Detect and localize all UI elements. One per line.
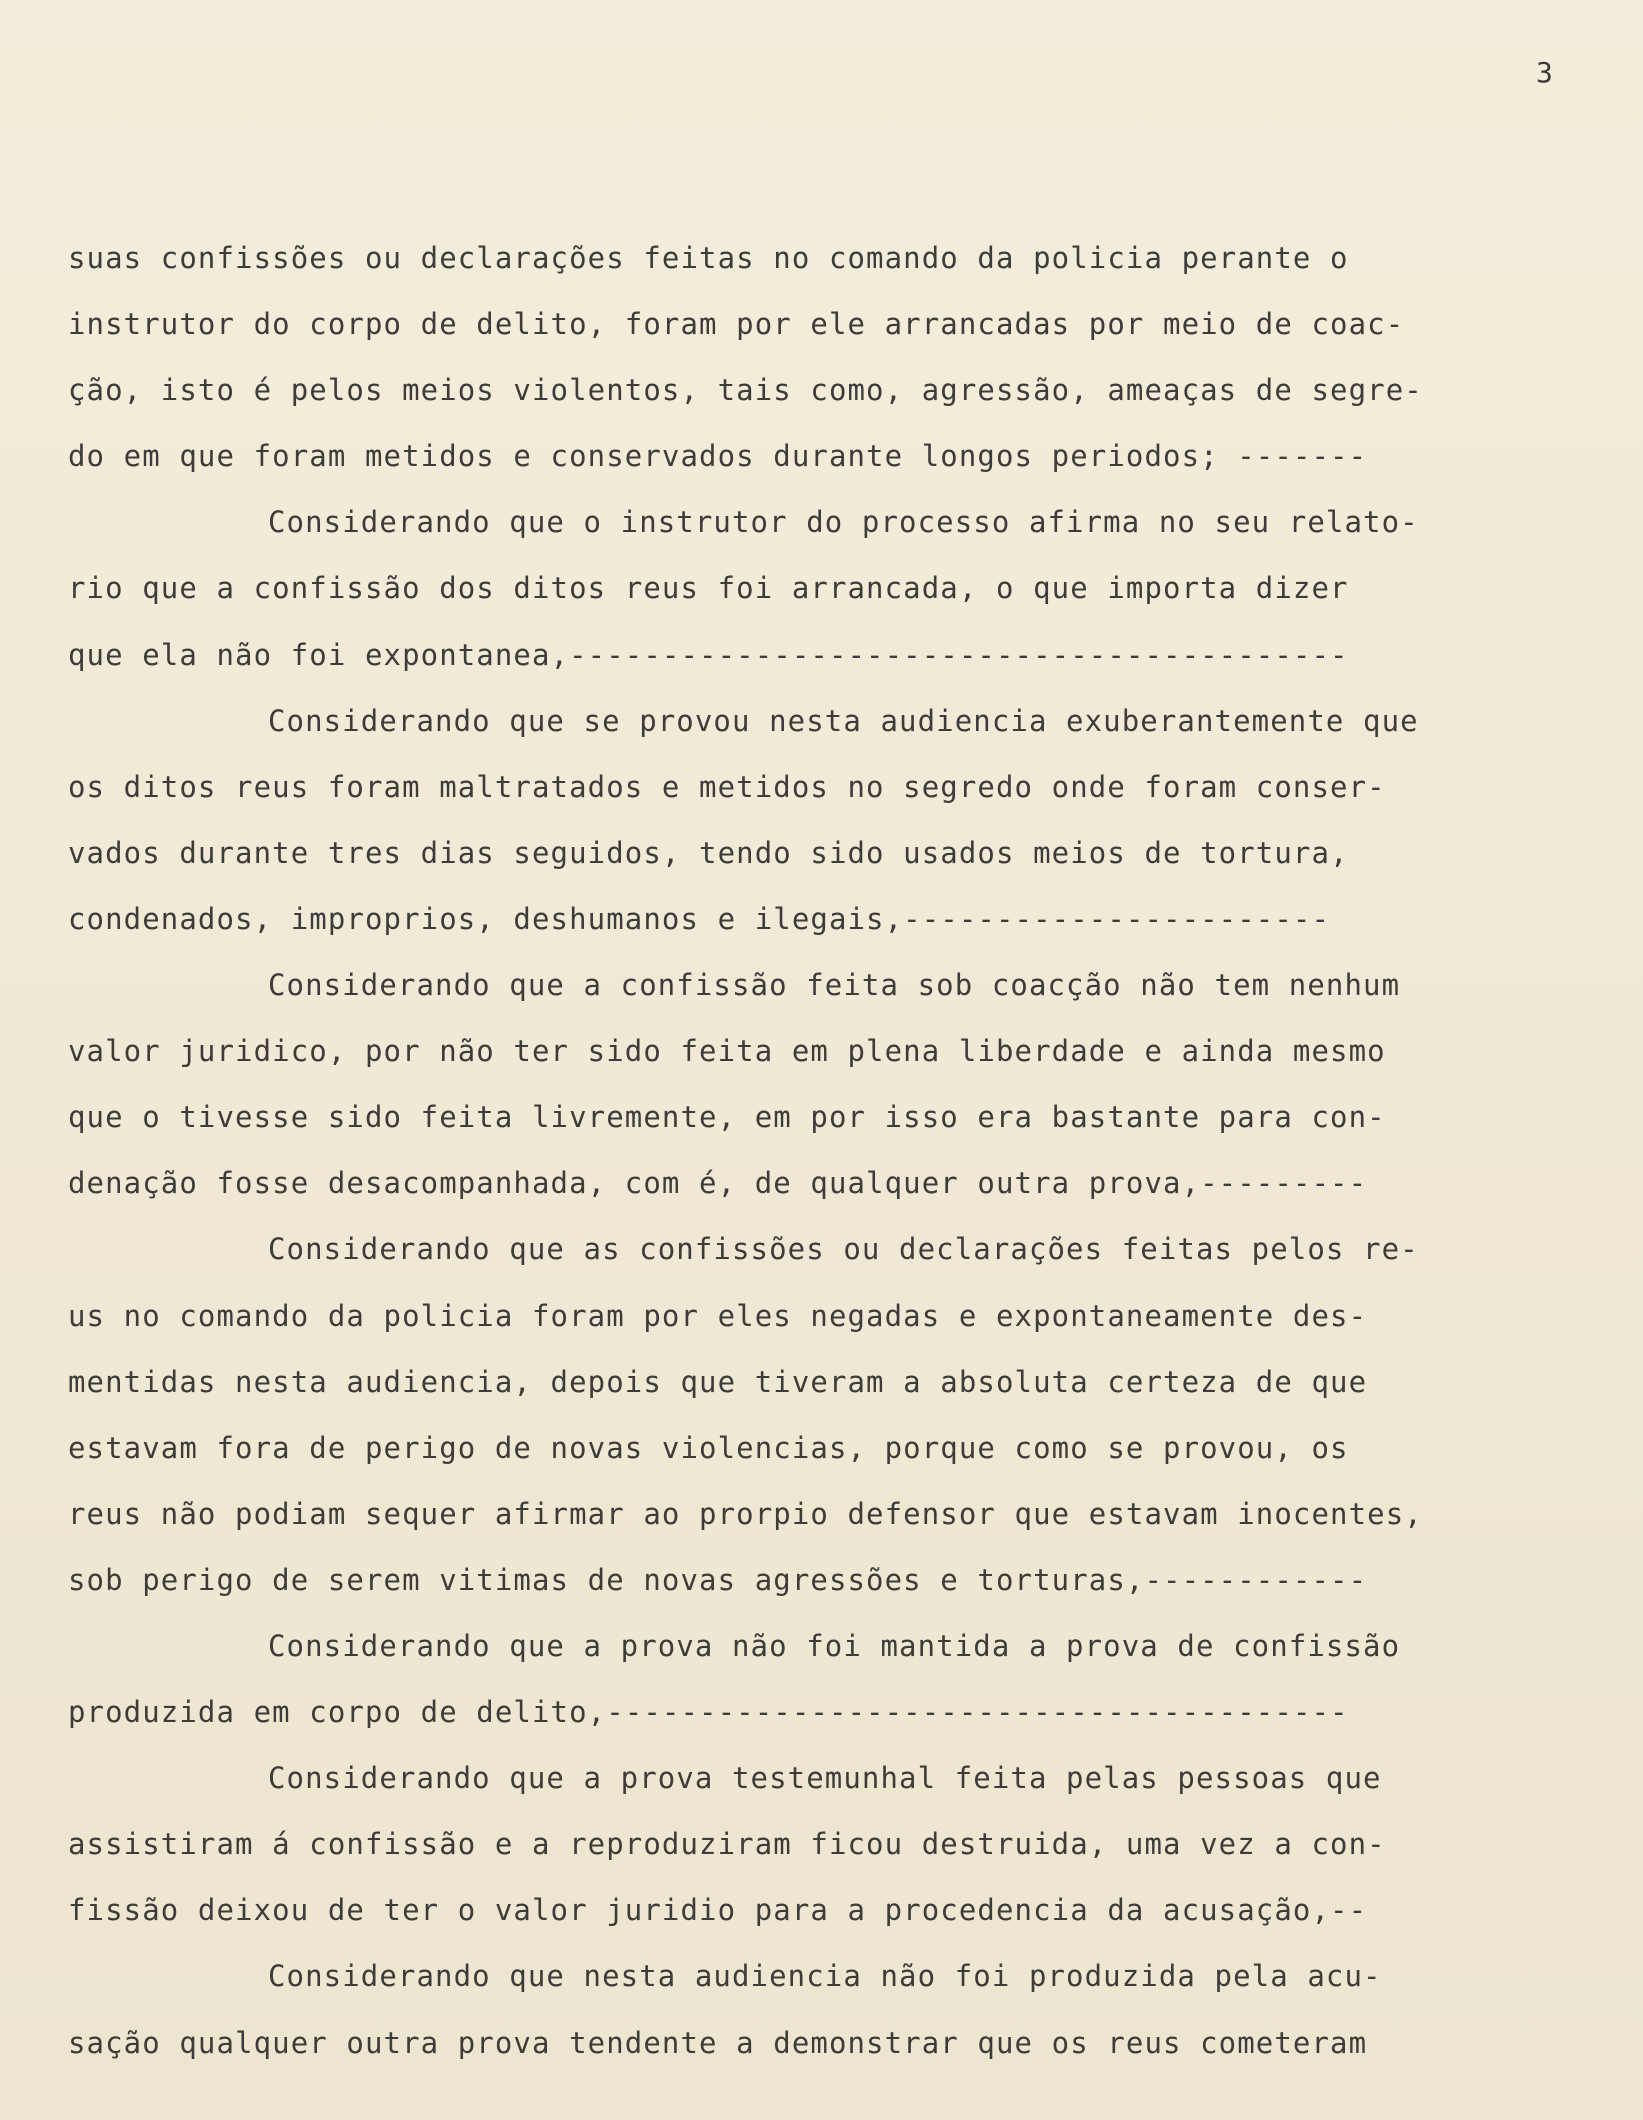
paragraph-start-line: Considerando que o instrutor do processo afirma no seu relato- (268, 505, 1419, 540)
text-line: rio que a confissão dos ditos reus foi arrancada, o que importa dizer (68, 571, 1349, 606)
text-line: reus não podiam sequer afirmar ao prorpio defensor que estavam inocentes, (68, 1496, 1423, 1531)
text-line: que ela não foi expontanea,------------------------------------------ (68, 637, 1349, 672)
text-line: os ditos reus foram maltratados e metidos no segredo onde foram conser- (68, 769, 1386, 804)
text-line: denação fosse desacompanhada, com é, de qualquer outra prova,--------- (68, 1166, 1368, 1201)
text-line: sob perigo de serem vitimas de novas agressões e torturas,------------ (68, 1562, 1368, 1597)
text-line: instrutor do corpo de delito, foram por ele arrancadas por meio de coac- (68, 307, 1405, 342)
paragraph-start-line: Considerando que a prova testemunhal feita pelas pessoas que (268, 1761, 1382, 1796)
text-line: estavam fora de perigo de novas violencias, porque como se provou, os (68, 1430, 1349, 1465)
paragraph-start-line: Considerando que a prova não foi mantida a prova de confissão (268, 1628, 1401, 1663)
text-line: suas confissões ou declarações feitas no comando da policia perante o (68, 241, 1349, 275)
text-line: mentidas nesta audiencia, depois que tiveram a absoluta certeza de que (68, 1364, 1368, 1399)
text-line: us no comando da policia foram por eles negadas e expontaneamente des- (68, 1298, 1368, 1333)
paragraph-start-line: Considerando que as confissões ou declarações feitas pelos re- (268, 1232, 1419, 1267)
page-number: 3 (1536, 56, 1553, 89)
text-line: assistiram á confissão e a reproduziram ficou destruida, uma vez a con- (68, 1827, 1386, 1862)
text-line: condenados, improprios, deshumanos e ilegais,----------------------- (68, 901, 1331, 936)
text-line: ção, isto é pelos meios violentos, tais como, agressão, ameaças de segre- (68, 373, 1423, 408)
text-line: valor juridico, por não ter sido feita em plena liberdade e ainda mesmo (68, 1034, 1386, 1069)
text-line: sação qualquer outra prova tendente a demonstrar que os reus cometeram (68, 2025, 1368, 2060)
typed-text-body (68, 234, 1568, 2085)
text-line: vados durante tres dias seguidos, tendo sido usados meios de tortura, (68, 835, 1349, 870)
text-line: fissão deixou de ter o valor juridio para a procedencia da acusação,-- (68, 1893, 1368, 1928)
paragraph-start-line: Considerando que a confissão feita sob coacção não tem nenhum (268, 968, 1401, 1003)
text-line: produzida em corpo de delito,---------------------------------------- (68, 1695, 1349, 1730)
paragraph-start-line: Considerando que nesta audiencia não foi produzida pela acu- (268, 1959, 1382, 1994)
text-line: que o tivesse sido feita livremente, em por isso era bastante para con- (68, 1100, 1386, 1135)
text-line: do em que foram metidos e conservados durante longos periodos; ------- (68, 439, 1368, 474)
paragraph-start-line: Considerando que se provou nesta audiencia exuberantemente que (268, 703, 1419, 738)
